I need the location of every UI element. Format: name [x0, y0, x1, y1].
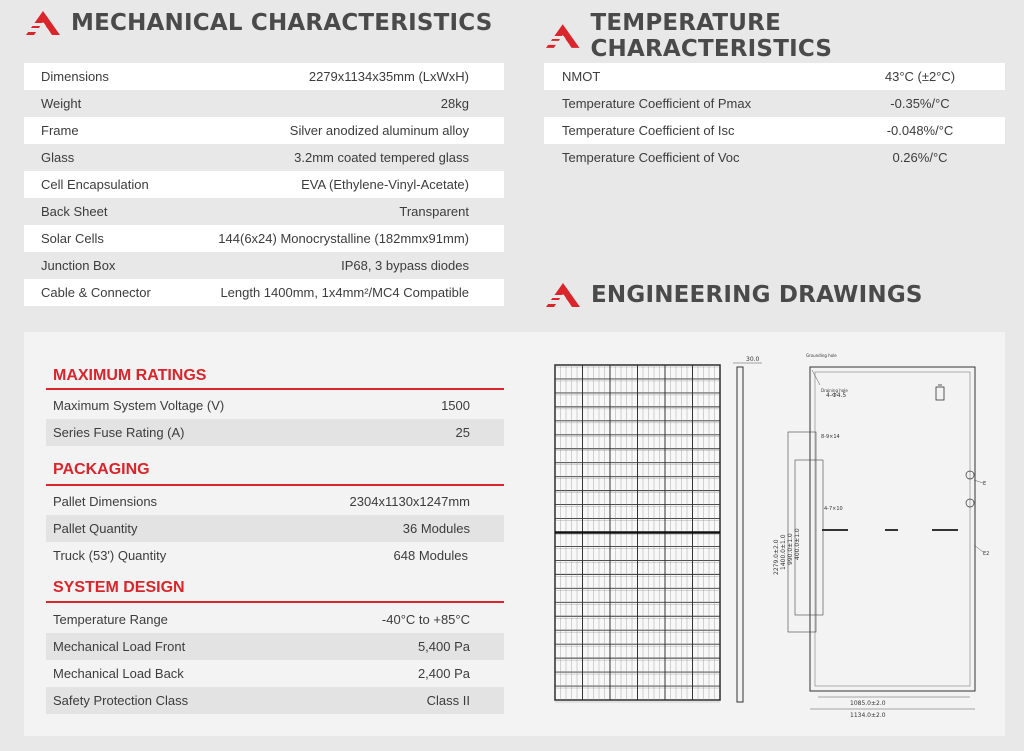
row-value: 2279x1134x35mm (LxWxH): [308, 69, 469, 84]
mechanical-title: MECHANICAL CHARACTERISTICS: [71, 10, 493, 36]
length-b-label: 1400.0±1.0: [780, 534, 787, 570]
table-row: [24, 171, 504, 198]
slot-b-label: 4-7×10: [824, 506, 843, 512]
row-label: Maximum System Voltage (V): [53, 398, 225, 413]
row-value: 144(6x24) Monocrystalline (182mmx91mm): [218, 231, 469, 246]
table-row: [46, 392, 504, 419]
engineering-drawing: [540, 345, 1000, 725]
row-label: Series Fuse Rating (A): [53, 425, 185, 440]
table-row: [46, 606, 504, 633]
table-row: [24, 252, 504, 279]
row-value: IP68, 3 bypass diodes: [341, 258, 469, 273]
row-label: Glass: [41, 150, 75, 165]
row-value: -0.35%/°C: [890, 96, 950, 111]
row-value: 2304x1130x1247mm: [349, 494, 470, 509]
panel-side-view: [733, 356, 762, 702]
table-row: [46, 660, 504, 687]
panel-front-view: [555, 365, 720, 702]
divider: [46, 601, 504, 603]
row-value: 1500: [441, 398, 470, 413]
row-value: 5,400 Pa: [417, 639, 470, 654]
row-label: Truck (53') Quantity: [53, 548, 167, 563]
row-label: Pallet Quantity: [53, 521, 138, 536]
row-label: Pallet Dimensions: [53, 494, 158, 509]
row-label: Junction Box: [41, 258, 116, 273]
table-row: [24, 63, 504, 90]
row-label: Temperature Coefficient of Isc: [562, 123, 735, 138]
row-label: Temperature Coefficient of Pmax: [562, 96, 752, 111]
temperature-heading: [545, 10, 1024, 62]
detail-e-label: E: [983, 481, 987, 487]
row-value: EVA (Ethylene-Vinyl-Acetate): [301, 177, 469, 192]
divider: [46, 388, 504, 390]
length-total-label: 2279.0±2.0: [773, 539, 780, 575]
packaging-title: PACKAGING: [53, 461, 150, 478]
system-design-title: SYSTEM DESIGN: [53, 579, 185, 596]
engineering-heading: [545, 282, 923, 308]
row-label: Weight: [41, 96, 82, 111]
length-d-label: 400.0±1.0: [794, 528, 801, 560]
row-label: NMOT: [562, 69, 601, 84]
row-value: 0.26%/°C: [892, 150, 948, 165]
row-value: -40°C to +85°C: [381, 612, 470, 627]
hole-dimension-label: 4-Φ4.5: [826, 392, 847, 399]
temperature-table: [544, 63, 1005, 171]
row-value: 43°C (±2°C): [884, 69, 956, 84]
table-row: [46, 419, 504, 446]
table-row: [544, 144, 1005, 171]
slot-a-label: 8-9×14: [821, 434, 840, 440]
divider: [46, 484, 504, 486]
mechanical-table: [24, 63, 504, 306]
table-row: [46, 687, 504, 714]
table-row: [46, 515, 504, 542]
table-row: [46, 633, 504, 660]
width-inner-label: 1085.0±2.0: [850, 700, 886, 707]
row-label: Cell Encapsulation: [41, 177, 149, 192]
row-value: Class II: [426, 693, 470, 708]
system-design-table: [46, 606, 504, 714]
grounding-hole-label: Grounding hole: [806, 353, 837, 358]
row-value: 3.2mm coated tempered glass: [294, 150, 469, 165]
row-label: Frame: [41, 123, 79, 138]
table-row: [24, 144, 504, 171]
row-label: Safety Protection Class: [53, 693, 189, 708]
frame-depth-label: 30.0: [746, 356, 760, 363]
row-value: Transparent: [399, 204, 469, 219]
brand-logo-icon: [545, 23, 580, 49]
row-label: Back Sheet: [41, 204, 108, 219]
row-value: 25: [455, 425, 470, 440]
table-row: [544, 90, 1005, 117]
row-label: Dimensions: [41, 69, 109, 84]
table-row: [544, 63, 1005, 90]
row-label: Temperature Range: [53, 612, 168, 627]
max-ratings-table: [46, 392, 504, 446]
row-value: 28kg: [440, 96, 469, 111]
row-label: Cable & Connector: [41, 285, 151, 300]
draining-hole-label: Draining hole: [821, 388, 848, 393]
row-label: Mechanical Load Front: [53, 639, 186, 654]
table-row: [24, 225, 504, 252]
packaging-table: [46, 488, 504, 569]
row-label: Solar Cells: [41, 231, 104, 246]
brand-logo-icon: [545, 282, 581, 308]
detail-e2-label: E2: [983, 551, 990, 557]
row-value: 648 Modules: [393, 548, 468, 563]
length-c-label: 990.0±1.0: [787, 533, 794, 565]
brand-logo-icon: [25, 10, 61, 36]
row-label: Temperature Coefficient of Voc: [562, 150, 740, 165]
row-value: -0.048%/°C: [886, 123, 954, 138]
mechanical-heading: [25, 10, 493, 36]
engineering-title: ENGINEERING DRAWINGS: [591, 282, 923, 308]
row-label: Mechanical Load Back: [53, 666, 184, 681]
temperature-title: TEMPERATURE CHARACTERISTICS: [590, 10, 833, 62]
table-row: [46, 542, 504, 569]
table-row: [24, 279, 504, 306]
table-row: [544, 117, 1005, 144]
table-row: [24, 198, 504, 225]
table-row: [24, 90, 504, 117]
row-value: 36 Modules: [402, 521, 470, 536]
row-value: Silver anodized aluminum alloy: [289, 123, 469, 138]
row-value: Length 1400mm, 1x4mm²/MC4 Compatible: [220, 285, 469, 300]
table-row: [46, 488, 504, 515]
table-row: [24, 117, 504, 144]
max-ratings-title: MAXIMUM RATINGS: [53, 367, 207, 384]
panel-back-view: [773, 353, 989, 719]
width-total-label: 1134.0±2.0: [850, 712, 886, 719]
row-value: 2,400 Pa: [417, 666, 470, 681]
